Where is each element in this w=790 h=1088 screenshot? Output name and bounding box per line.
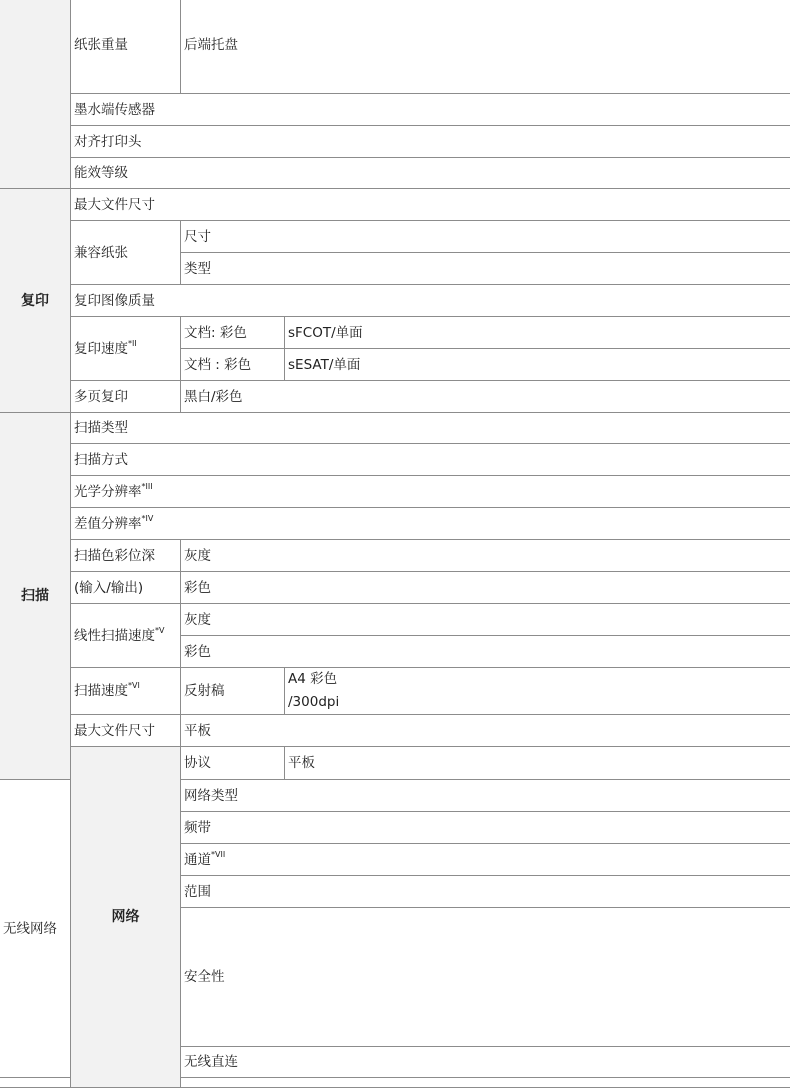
table-row	[0, 476, 790, 508]
compat-paper-label: 兼容纸张	[71, 221, 181, 285]
section-network: 网络	[71, 747, 181, 1088]
wifi-direct-label: 无线直连	[181, 1047, 790, 1078]
footnote-marker: *IV	[142, 514, 154, 523]
line-gray-label: 灰度	[181, 604, 790, 636]
section-copy: 复印	[0, 189, 71, 413]
copy-speed2-mode: sESAT/单面	[285, 349, 790, 381]
reflective-label: 反射稿	[181, 668, 285, 715]
band-label: 频带	[181, 812, 790, 844]
line-scan-label: 线性扫描速度$^{*V}$	[71, 604, 181, 668]
copy-quality-label: 复印图像质量	[71, 285, 790, 317]
table-row	[0, 221, 790, 253]
paper-weight-label: 纸张重量	[71, 0, 181, 94]
depth-label-line2: (输入/输出)	[71, 572, 181, 604]
copy-speed2-doc: 文档 : 彩色	[181, 349, 285, 381]
security-label: 安全性	[181, 908, 790, 1047]
rear-tray-label: 后端托盘	[181, 0, 790, 94]
footnote-marker: *II	[128, 339, 137, 348]
table-row	[0, 413, 790, 444]
section-scan: 扫描	[0, 413, 71, 780]
protocol-label: 协议	[181, 747, 285, 780]
table-row	[0, 668, 790, 715]
scan-speed-mode: A4 彩色 /300dpi	[285, 668, 790, 715]
channel-label: 通道$^{*VII}$	[181, 844, 790, 876]
table-row	[0, 1078, 790, 1088]
table-row	[0, 715, 790, 747]
footnote-marker: *VII	[211, 850, 225, 859]
table-row	[0, 572, 790, 604]
energy-label: 能效等级	[71, 158, 790, 189]
table-row	[0, 444, 790, 476]
multi-copy-mode: 黑白/彩色	[181, 381, 790, 413]
ink-sensor-label: 墨水端传感器	[71, 94, 790, 126]
line-color-label: 彩色	[181, 636, 790, 668]
range-label: 范围	[181, 876, 790, 908]
footnote-marker: *V	[155, 626, 164, 635]
interp-res-label: 差值分辨率$^{*IV}$	[71, 508, 790, 540]
multi-copy-label: 多页复印	[71, 381, 181, 413]
wireless-label: 无线网络	[0, 780, 71, 1078]
section-cell-paper	[0, 0, 71, 189]
copy-speed1-doc: 文档: 彩色	[181, 317, 285, 349]
copy-speed1-mode: sFCOT/单面	[285, 317, 790, 349]
footnote-marker: *VI	[128, 681, 140, 690]
table-row	[0, 381, 790, 413]
copy-max-doc-label: 最大文件尺寸	[71, 189, 790, 221]
table-row	[0, 189, 790, 221]
compat-size-label: 尺寸	[181, 221, 790, 253]
depth-color-label: 彩色	[181, 572, 790, 604]
footnote-marker: *III	[142, 482, 153, 491]
optical-res-label: 光学分辨率$^{*III}$	[71, 476, 790, 508]
net-type-label: 网络类型	[181, 780, 790, 812]
table-row	[0, 158, 790, 189]
table-row	[0, 508, 790, 540]
protocol-mode: 平板	[285, 747, 790, 780]
cut-off-row	[0, 1078, 790, 1088]
table-row	[0, 540, 790, 572]
scan-max-doc-mode: 平板	[181, 715, 790, 747]
table-row	[0, 317, 790, 349]
compat-type-label: 类型	[181, 253, 790, 285]
table-row	[0, 94, 790, 126]
table-row	[0, 285, 790, 317]
table-row	[0, 747, 790, 780]
scan-speed-label: 扫描速度$^{*VI}$	[71, 668, 181, 715]
depth-gray-label: 灰度	[181, 540, 790, 572]
scan-type-label: 扫描类型	[71, 413, 790, 444]
scan-max-doc-label: 最大文件尺寸	[71, 715, 181, 747]
scan-method-label: 扫描方式	[71, 444, 790, 476]
table-row	[0, 604, 790, 636]
copy-speed-label: 复印速度$^{*II}$	[71, 317, 181, 381]
depth-label-line1: 扫描色彩位深	[71, 540, 181, 572]
align-head-label: 对齐打印头	[71, 126, 790, 158]
table-row	[0, 126, 790, 158]
table-row	[0, 0, 790, 30]
